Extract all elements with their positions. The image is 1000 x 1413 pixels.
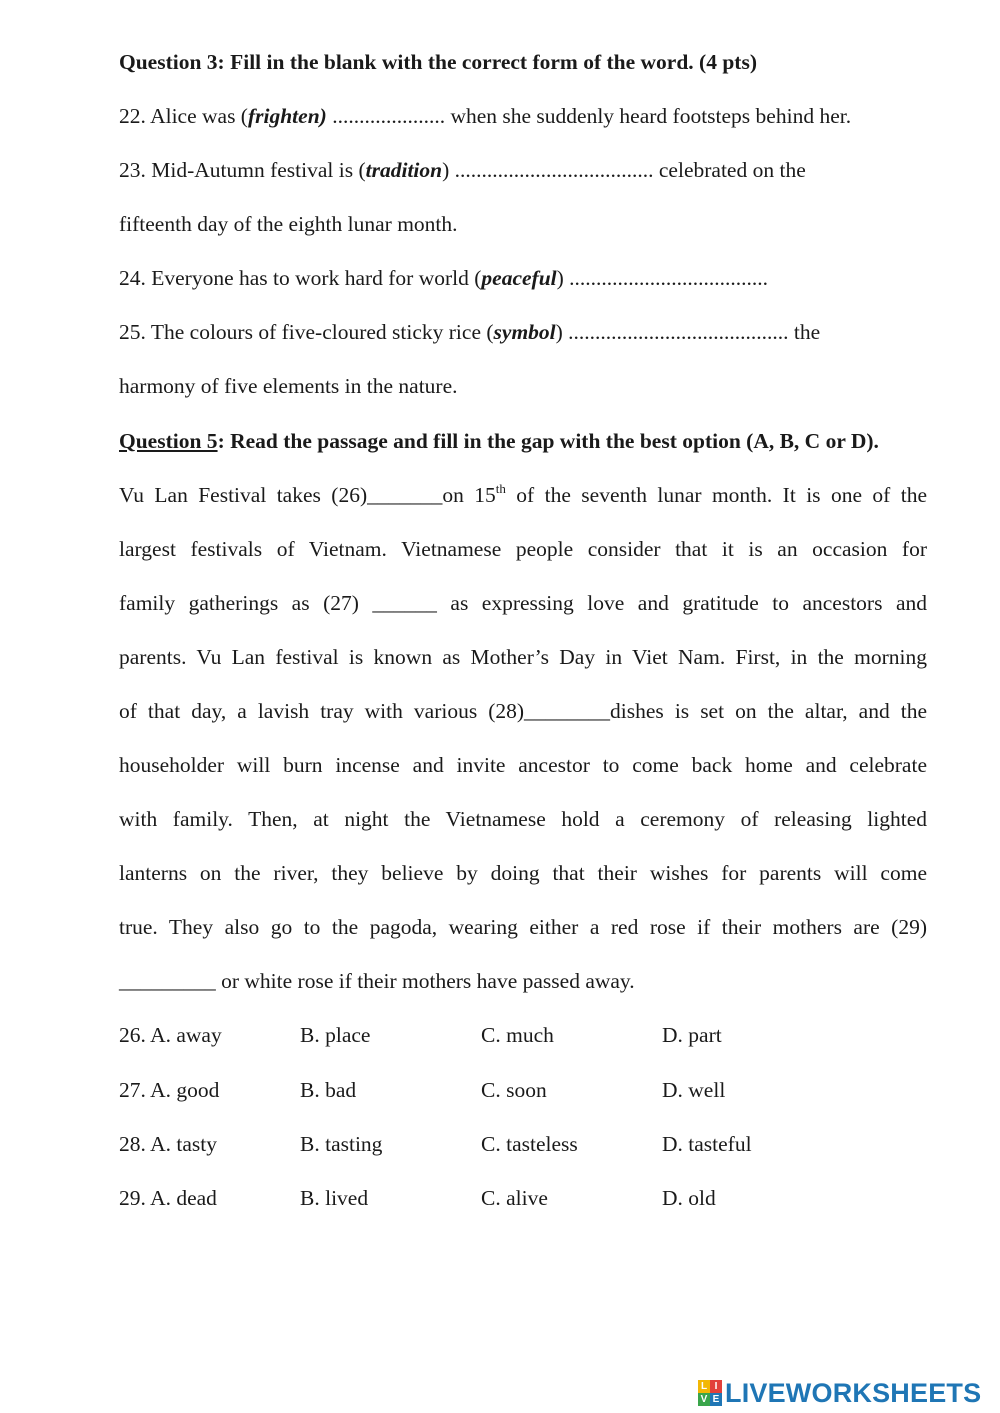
word-cue: frighten): [247, 104, 327, 128]
passage-line: parents. Vu Lan festival is known as Mother’s Day in Viet Nam. First, in the morning: [119, 645, 927, 669]
item-23: 23. Mid-Autumn festival is (tradition) ..................................... celebrated on the: [119, 158, 806, 182]
option-28-b: B. tasting: [300, 1132, 383, 1156]
item-24: 24. Everyone has to work hard for world (peaceful) .....................................: [119, 266, 769, 290]
liveworksheets-logo: [698, 1378, 981, 1408]
option-29-a: 29. A. dead: [119, 1186, 217, 1210]
option-27-b: B. bad: [300, 1078, 357, 1102]
option-26-c: C. much: [481, 1023, 554, 1047]
option-28-d: D. tasteful: [662, 1132, 752, 1156]
option-28-c: C. tasteless: [481, 1132, 578, 1156]
option-29-c: C. alive: [481, 1186, 548, 1210]
passage-line: largest festivals of Vietnam. Vietnamese people consider that it is an occasion for: [119, 537, 927, 561]
option-27-a: 27. A. good: [119, 1078, 220, 1102]
option-29-d: D. old: [662, 1186, 716, 1210]
option-28-a: 28. A. tasty: [119, 1132, 217, 1156]
option-26-a: 26. A. away: [119, 1023, 222, 1047]
passage-line: true. They also go to the pagoda, wearing either a red rose if their mothers are (29): [119, 915, 927, 939]
passage-line: householder will burn incense and invite ancestor to come back home and celebrate: [119, 753, 927, 777]
option-27-c: C. soon: [481, 1078, 547, 1102]
option-26-d: D. part: [662, 1023, 722, 1047]
passage-line: Vu Lan Festival takes (26)_______on 15th of the seventh lunar month. It is one of the: [119, 481, 927, 507]
passage-line: _________ or white rose if their mothers have passed away.: [119, 969, 635, 993]
question-5-heading: Question 5: Read the passage and fill in the gap with the best option (A, B, C or D).: [119, 429, 879, 453]
item-25: 25. The colours of five-cloured sticky rice (symbol) ......................................... the: [119, 320, 821, 344]
passage-line: family gatherings as (27) ______ as expressing love and gratitude to ancestors and: [119, 591, 927, 615]
question-3-heading: Question 3: Fill in the blank with the correct form of the word. (4 pts): [119, 50, 757, 74]
brand-name: LIVEWORKSHEETS: [725, 1377, 982, 1408]
passage-line: with family. Then, at night the Vietnamese hold a ceremony of releasing lighted: [119, 807, 927, 831]
item-23-continued: fifteenth day of the eighth lunar month.: [119, 212, 458, 236]
option-29-b: B. lived: [300, 1186, 369, 1210]
liveworksheets-logo-icon: L I V E: [698, 1380, 722, 1406]
word-cue: peaceful: [481, 266, 557, 290]
question-5-label: Question 5: [119, 429, 218, 453]
option-27-d: D. well: [662, 1078, 726, 1102]
passage-line: lanterns on the river, they believe by doing that their wishes for parents will come: [119, 861, 927, 885]
word-cue: symbol: [493, 320, 556, 344]
passage-line: of that day, a lavish tray with various (28)________dishes is set on the altar, and the: [119, 699, 927, 723]
option-26-b: B. place: [300, 1023, 371, 1047]
item-25-continued: harmony of five elements in the nature.: [119, 374, 458, 398]
word-cue: tradition: [365, 158, 443, 182]
item-22: 22. Alice was (frighten) ..................... when she suddenly heard footsteps behind her.: [119, 104, 852, 128]
